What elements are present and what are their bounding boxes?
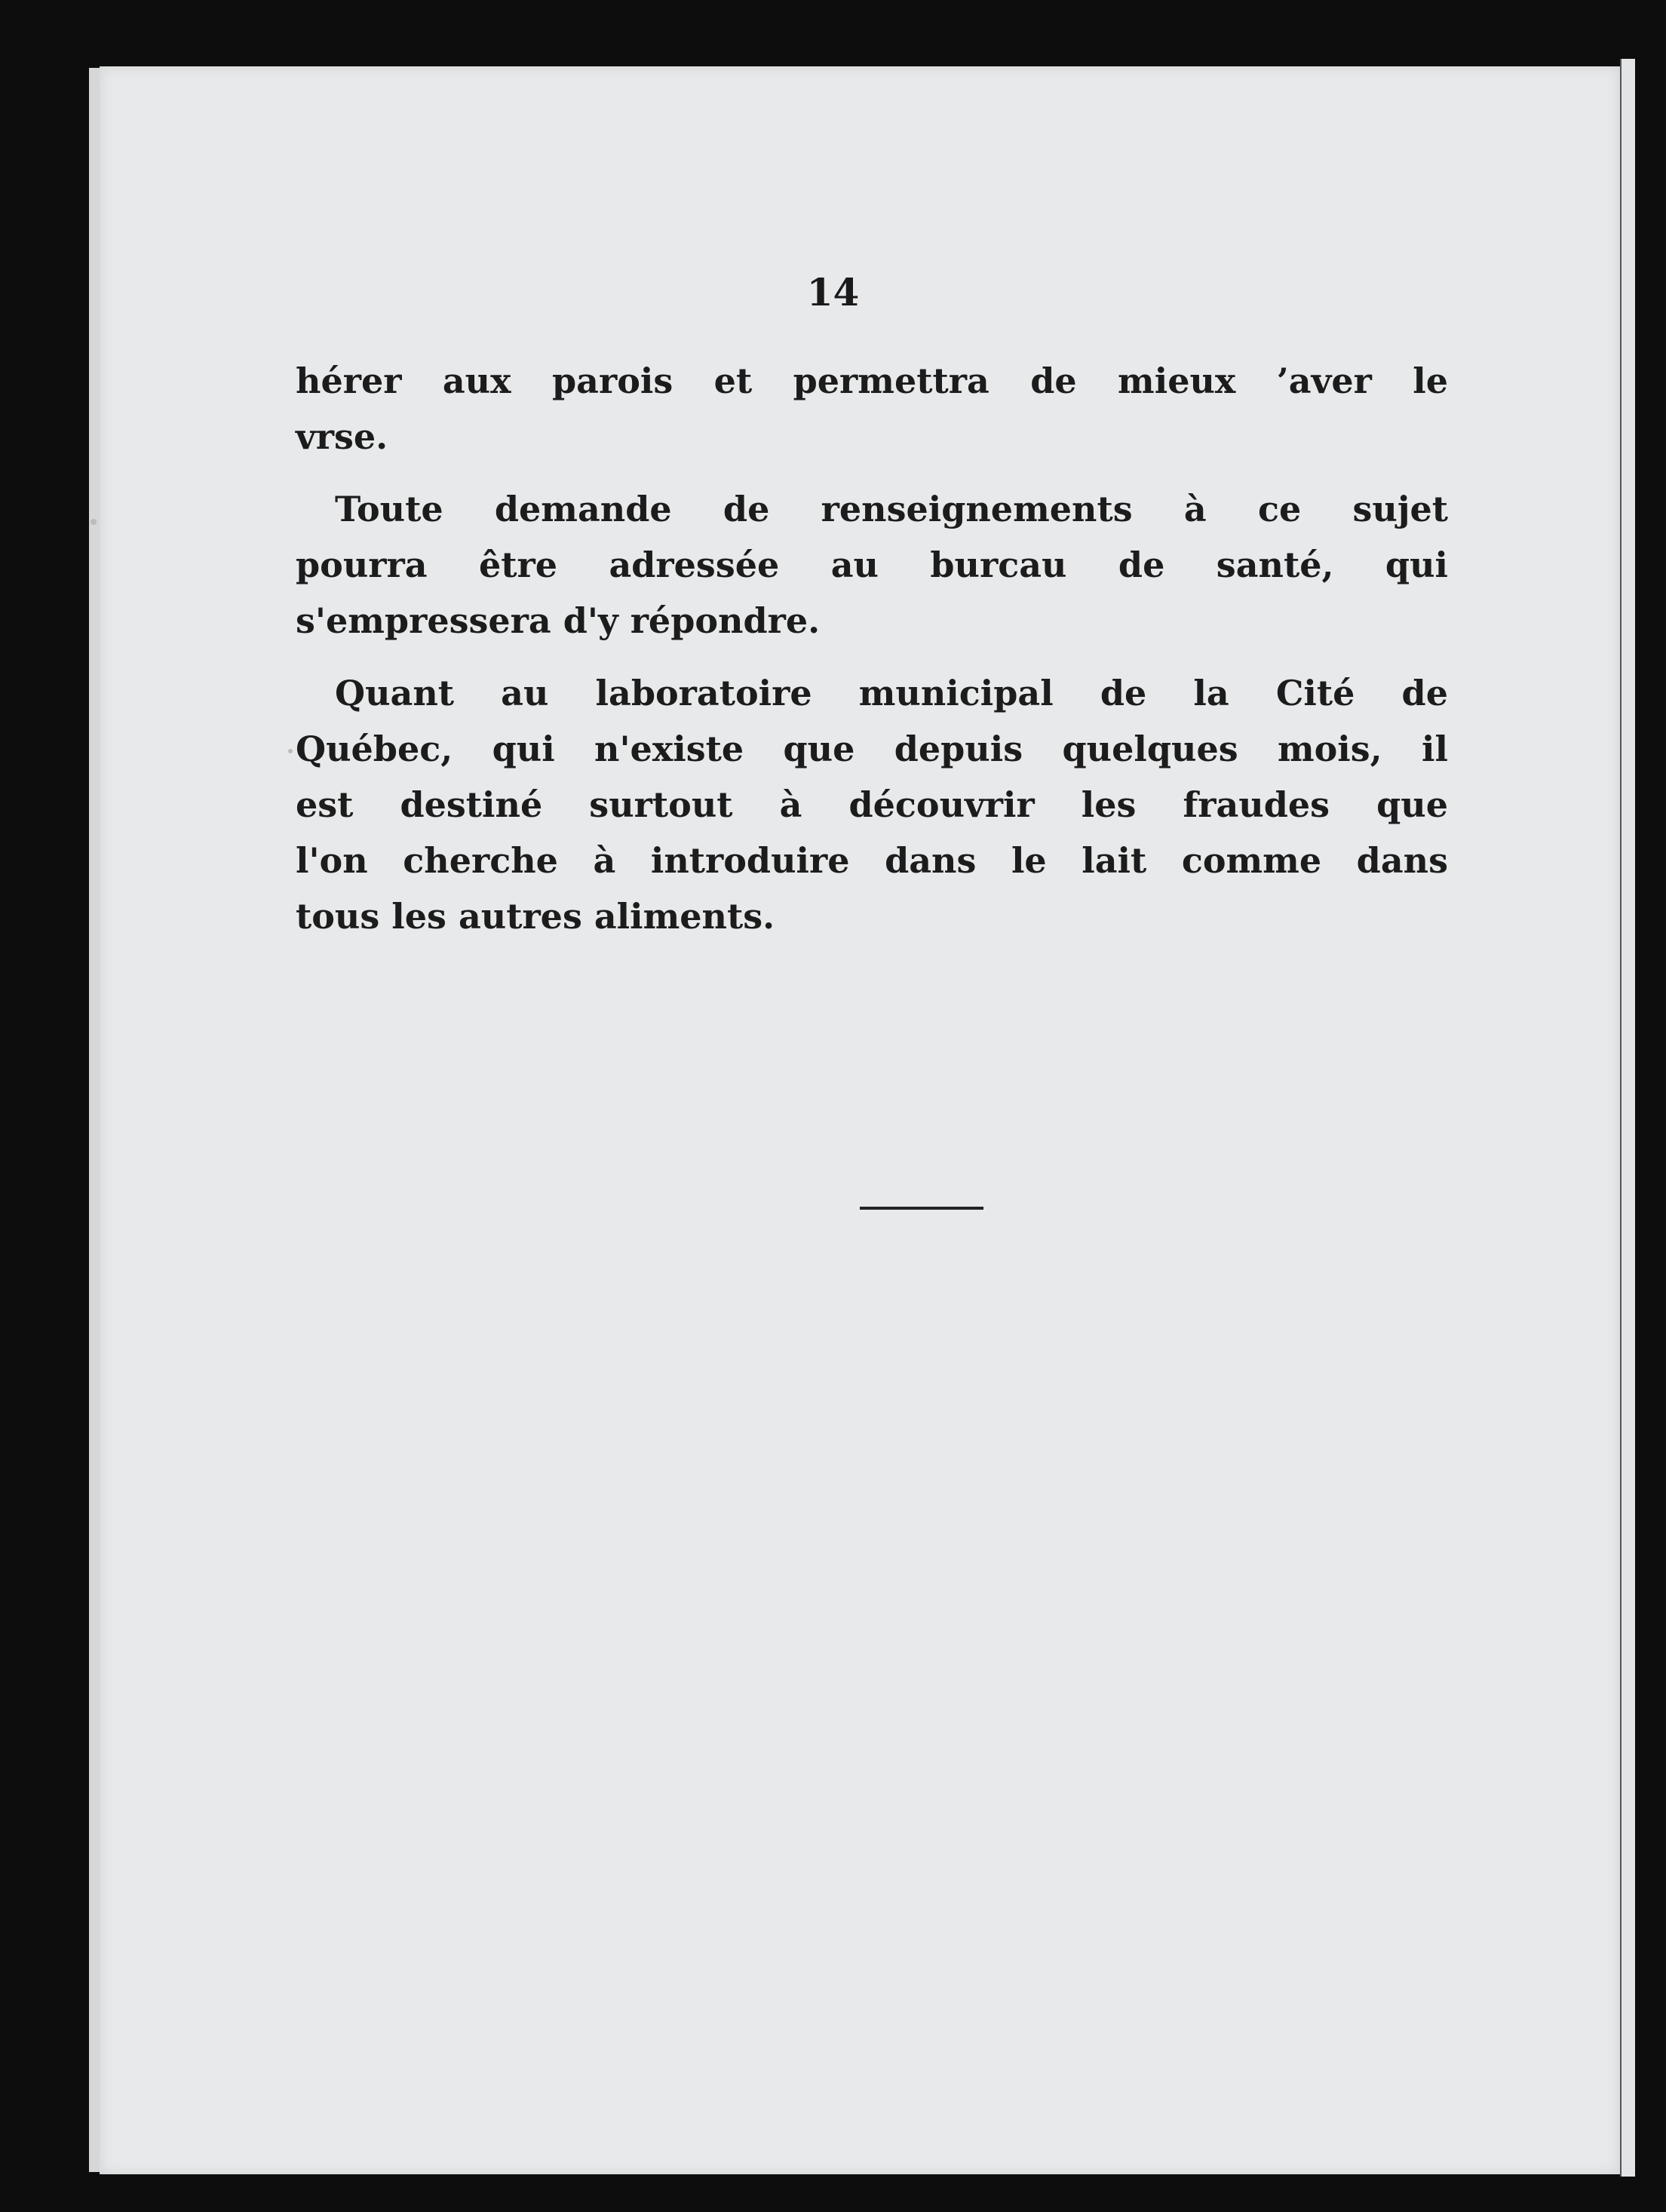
text-line: s'empressera d'y répondre. — [296, 600, 821, 641]
text-line: Toute demande de renseignements à ce sujet — [335, 489, 1448, 529]
text-line: l'on cherche à introduire dans le lait comme dans — [296, 840, 1448, 881]
section-end-rule — [860, 1207, 983, 1210]
text-line: Québec, qui n'existe que depuis quelques mois, il — [296, 729, 1448, 769]
text-line: hérer aux parois et permettra de mieux ’aver le — [296, 360, 1448, 401]
body-text — [296, 353, 1448, 961]
text-line: vrse. — [296, 416, 388, 457]
page-number: 14 — [806, 270, 860, 314]
paragraph-1 — [296, 353, 1448, 465]
text-line: pourra être adressée au burcau de santé, qui — [296, 545, 1448, 585]
dust-speck — [288, 749, 293, 753]
text-line: tous les autres aliments. — [296, 896, 775, 937]
text-line: Quant au laboratoire municipal de la Cité de — [335, 673, 1448, 713]
dust-speck — [91, 519, 97, 525]
paragraph-2 — [296, 481, 1448, 649]
paragraph-3 — [296, 665, 1448, 944]
paper-right-edge — [1620, 59, 1635, 2177]
text-line: est destiné surtout à découvrir les fraudes que — [296, 784, 1448, 825]
paper-left-edge — [89, 68, 100, 2172]
